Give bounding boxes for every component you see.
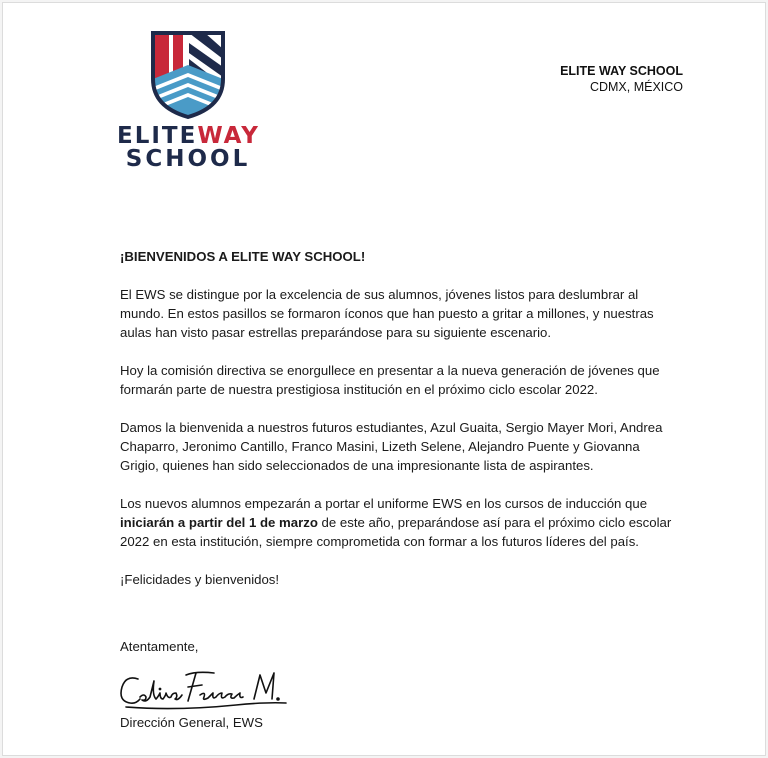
- paragraph-students: Damos la bienvenida a nuestros futuros estudiantes, Azul Guaita, Sergio Mayer Mori, Andrea Chaparro, Jeronimo Cantillo, Franco Masini, Lizeth Selene, Alejandro Puente y Giovanna Grigio, quienes han sido seleccionados de una impresionante lista de aspirantes.: [120, 420, 663, 473]
- crest-icon: [149, 29, 227, 119]
- signature-image: [116, 667, 316, 713]
- logo-wordmark-line1: [117, 125, 259, 148]
- logo-word-part1: ELITE: [117, 123, 198, 149]
- paragraph-intro: El EWS se distingue por la excelencia de sus alumnos, jóvenes listos para deslumbrar al mundo. En estos pasillos se formaron íconos que han puesto a gritar a millones, y nuestras aulas han visto pasar estrellas preparándose para su siguiente escenario.: [120, 287, 654, 340]
- letter-heading: ¡BIENVENIDOS A ELITE WAY SCHOOL!: [120, 249, 366, 264]
- signer-role: Dirección General, EWS: [120, 715, 263, 730]
- paragraph-uniform-end: de este año, preparándose así para el próximo ciclo escolar 2022 en esta institución, siempre comprometida con formar a los futuros líderes del país.: [120, 515, 672, 549]
- paragraph-announcement: Hoy la comisión directiva se enorgullece en presentar a la nueva generación de jóvenes que formarán parte de nuestra prestigiosa institución en el próximo ciclo escolar 2022.: [120, 363, 660, 397]
- sender-name: ELITE WAY SCHOOL: [560, 64, 683, 78]
- letter-body: [120, 247, 680, 608]
- paragraph-congratulations: ¡Felicidades y bienvenidos!: [120, 572, 280, 587]
- paragraph-uniform-start: Los nuevos alumnos empezarán a portar el uniforme EWS en los cursos de inducción que: [120, 496, 648, 511]
- start-date-highlight: iniciarán a partir del 1 de marzo: [120, 515, 318, 530]
- sender-location: CDMX, MÉXICO: [589, 80, 683, 94]
- paragraph-uniform: [120, 494, 680, 551]
- logo-word-part2: WAY: [197, 123, 260, 149]
- letter-page: [2, 2, 766, 756]
- closing-line: Atentamente,: [120, 639, 199, 654]
- school-logo: [117, 29, 260, 172]
- logo-wordmark-line2: SCHOOL: [125, 146, 251, 172]
- sender-block: [560, 63, 683, 95]
